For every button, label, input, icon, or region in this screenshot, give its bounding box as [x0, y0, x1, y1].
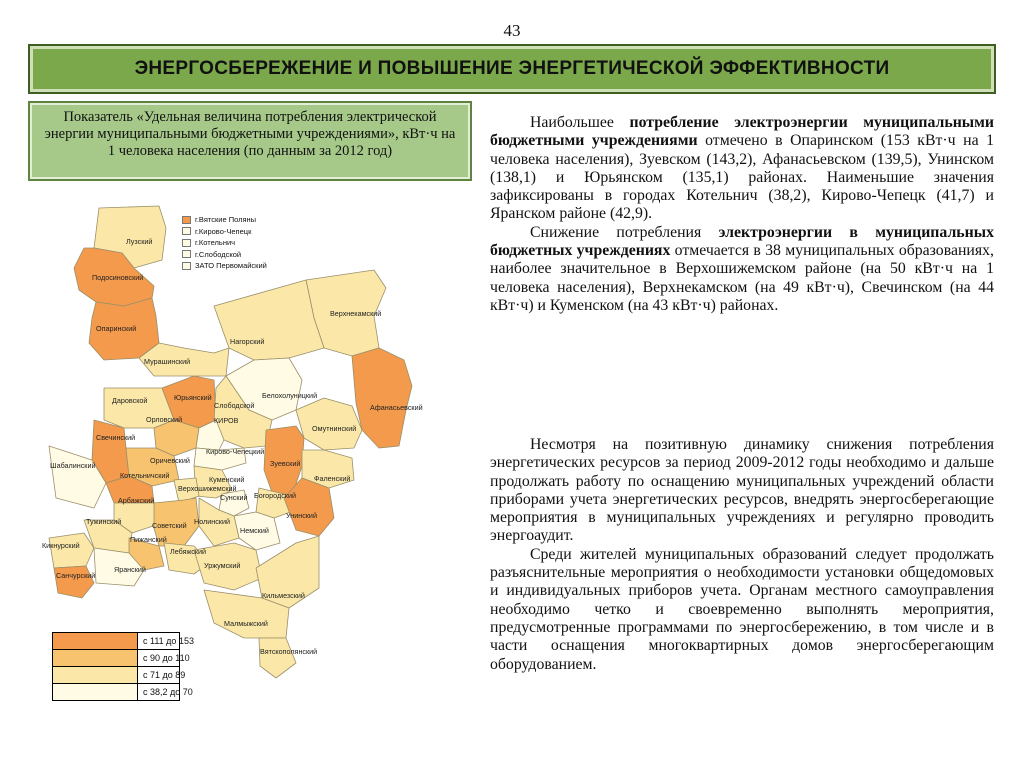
text-run: отмечено в Опаринском (153 кВт·ч на 1 человека населения), Зуевском (143,2), Афанасьевском (139,5), Унинском (138,1) и Юрьянском (135,1) районах. Наименьшие значения зафиксированы в городах Котельнич (38,2), Кирово-Чепецк (41,7) и Яранском районе (42,9). [490, 132, 994, 223]
district-label: Малмыжский [224, 619, 268, 628]
district-label: КИРОВ [214, 416, 239, 425]
paragraph-reduction [490, 224, 994, 315]
paragraph-highest-consumption [490, 114, 994, 224]
district-region [259, 638, 296, 678]
district-label: Верхошижемский [178, 484, 237, 493]
city-swatch [182, 262, 191, 270]
city-legend-label: ЗАТО Первомайский [195, 261, 267, 270]
district-label: Кикнурский [42, 541, 80, 550]
city-swatch [182, 250, 191, 258]
district-label: Афанасьевский [370, 403, 423, 412]
legend-label: с 111 до 153 [143, 636, 194, 646]
district-label: Нагорский [230, 337, 265, 346]
value-legend-row [53, 633, 194, 650]
value-legend-row [53, 667, 186, 684]
district-label: Шабалинский [50, 461, 96, 470]
city-swatch [182, 239, 191, 247]
city-legend-label: г.Слободской [195, 249, 242, 259]
text-run: отмечается в 38 муниципальных образованиях, наиболее значительное в Верхошижемском районе (на 50 кВт·ч на 1 человека населения), Верхнекамском (на 49 кВт·ч), Свечинском (на 44 кВт·ч) и Куменском (на 43 кВт·ч) районах. [490, 242, 994, 314]
legend-swatch [53, 684, 138, 700]
district-label: Тужинский [86, 517, 122, 526]
text-block-bottom [490, 436, 994, 674]
text-emphasis: потребление электроэнергии муниципальными бюджетными учреждениями [490, 114, 994, 150]
district-label: Санчурский [56, 571, 96, 580]
district-label: Омутнинский [312, 424, 357, 433]
value-legend [52, 632, 194, 701]
value-legend-row [53, 684, 193, 700]
paragraph-dynamics: Несмотря на позитивную динамику снижения потребления энергетических ресурсов за период 2009-2012 годы необходимо и дальше продолжать работу по оснащению муниципальных учреждений области приборами учета энергетических ресурсов, внедрять энергосберегающие мероприятия в муниципальных учреждениях и регулярно проводить энергоаудит. [490, 436, 994, 545]
district-label: Советский [152, 521, 187, 530]
city-swatch [182, 216, 191, 224]
district-label: Унинский [286, 511, 317, 520]
city-swatch [182, 227, 191, 235]
district-label: Уржумский [204, 561, 241, 570]
district-label: Яранский [114, 565, 146, 574]
district-label: Слободской [214, 401, 255, 410]
city-legend-item [182, 260, 267, 272]
district-label: Верхнекамский [330, 309, 382, 318]
legend-swatch [53, 633, 138, 649]
title-banner [28, 44, 996, 94]
city-legend-item [182, 237, 267, 249]
district-label: Немский [240, 526, 269, 535]
district-map [34, 198, 464, 718]
text-emphasis: электроэнергии в муниципальных бюджетных учреждениях [490, 223, 994, 260]
legend-label: с 38,2 до 70 [143, 687, 193, 697]
district-label: Орловский [146, 415, 183, 424]
district-label: Подосиновский [92, 273, 144, 282]
text-run: Снижение потребления [530, 223, 719, 241]
indicator-box: Показатель «Удельная величина потребления электрической энергии муниципальными бюджетными учреждениями», кВт·ч на 1 человека населения (по данным за 2012 год) [28, 101, 472, 181]
district-label: Сунский [220, 493, 248, 502]
city-legend [182, 214, 267, 272]
district-label: Котельничский [120, 471, 170, 480]
district-label: Арбажский [118, 496, 155, 505]
text-run: Наибольшее [530, 114, 630, 131]
district-label: Юрьянский [174, 393, 212, 402]
district-label: Зуевский [270, 459, 301, 468]
legend-swatch [53, 650, 138, 666]
city-legend-item [182, 226, 267, 238]
page-number: 43 [503, 21, 521, 40]
legend-label: с 90 до 110 [143, 653, 190, 663]
value-legend-row [53, 650, 190, 667]
district-region [49, 533, 94, 568]
paragraph-recommendations: Среди жителей муниципальных образований следует продолжать разъяснительные мероприятия о необходимости установки общедомовых и индивидуальных приборов учета. Органам местного самоуправления необходимо четко и своевременно выполнять мероприятия, предусмотренные программами по энергосбережению, в том числе и в части оснащения многоквартирных домов энергосберегающим оборудованием. [490, 545, 994, 673]
district-label: Опаринский [96, 324, 137, 333]
district-label: Фаленский [314, 474, 351, 483]
district-label: Даровской [112, 396, 148, 405]
city-legend-label: г.Вятские Поляны [195, 215, 257, 224]
legend-swatch [53, 667, 138, 683]
district-region [214, 280, 324, 360]
city-legend-label: г.Котельнич [195, 238, 236, 247]
district-label: Вятскополянский [260, 647, 318, 656]
district-label: Лузский [126, 237, 153, 246]
district-label: Оричевский [150, 456, 190, 465]
city-legend-label: г.Кирово-Чепецк [195, 226, 252, 236]
district-label: Кирово-Чепецкий [206, 447, 265, 456]
district-label: Мурашинский [144, 357, 191, 366]
city-legend-item [182, 249, 267, 261]
city-legend-item [182, 214, 267, 226]
district-label: Лебяжский [170, 547, 207, 556]
text-block-top [490, 114, 994, 315]
district-label: Нолинский [194, 517, 230, 526]
page-title: ЭНЕРГОСБЕРЕЖЕНИЕ И ПОВЫШЕНИЕ ЭНЕРГЕТИЧЕСКОЙ ЭФФЕКТИВНОСТИ [134, 58, 890, 79]
district-label: Куменский [209, 475, 245, 484]
district-label: Богородский [254, 491, 296, 500]
district-label: Пижанский [130, 535, 167, 544]
legend-label: с 71 до 89 [143, 670, 186, 680]
district-label: Свечинский [96, 433, 136, 442]
district-label: Кильмезский [262, 591, 305, 600]
district-label: Белохолуницкий [262, 391, 318, 400]
